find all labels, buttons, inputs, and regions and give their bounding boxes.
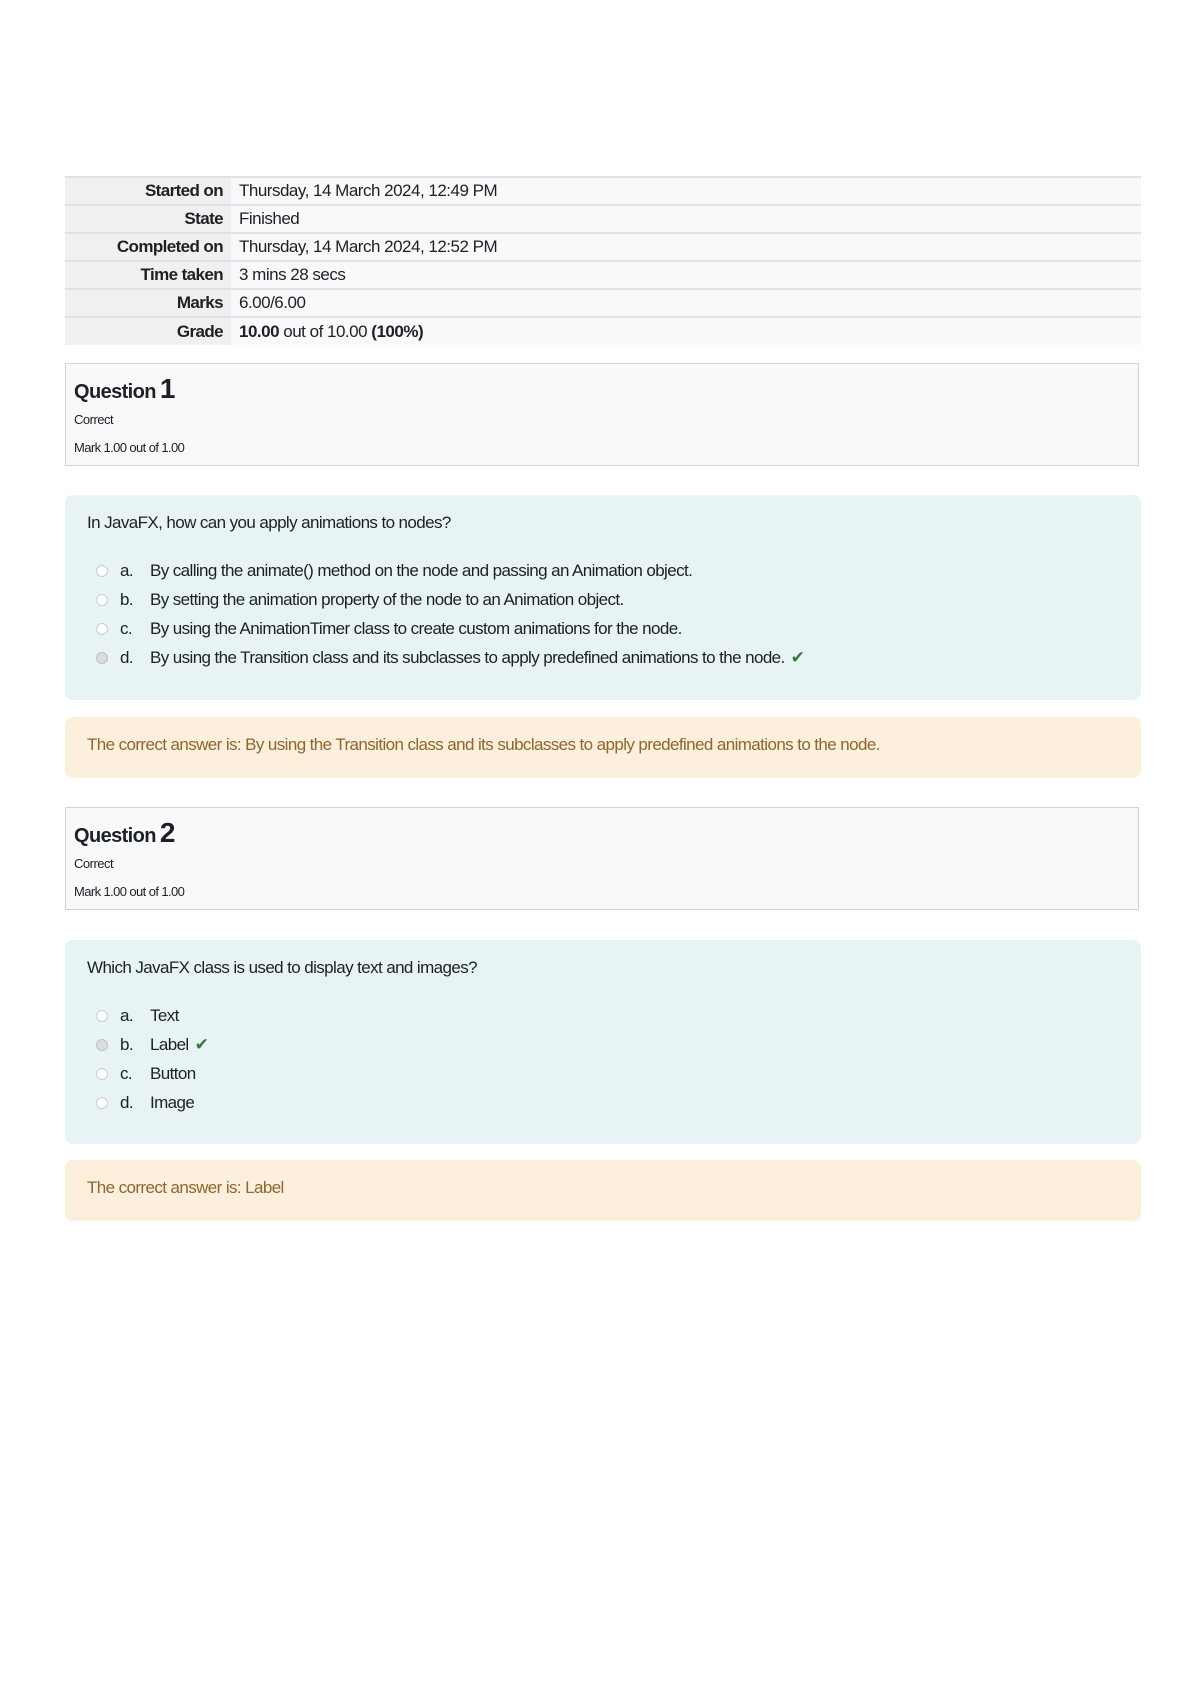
summary-value: Thursday, 14 March 2024, 12:52 PM [231,233,1141,261]
question-2-feedback: The correct answer is: Label [65,1160,1141,1221]
answer-letter: d. [120,1092,133,1112]
question-text: Which JavaFX class is used to display text and images? [87,958,477,977]
question-number [74,373,1130,405]
summary-row-time-taken [65,261,1141,289]
question-state: Correct [74,412,114,427]
summary-row-started [65,177,1141,205]
answer-text: Image [150,1092,195,1112]
radio-button[interactable] [96,1068,108,1080]
grade-out-of: out of 10.00 [279,321,372,341]
answer-text: By calling the animate() method on the node and passing an Animation object. [150,560,693,580]
answer-option-d[interactable] [87,1088,1119,1117]
question-label: Question [74,381,156,403]
attempt-summary-table [65,176,1141,345]
check-icon: ✔ [790,647,805,667]
summary-value: Finished [231,205,1141,233]
answer-option-d[interactable] [87,643,1119,672]
answer-text: Label [150,1034,189,1054]
question-1-formulation [65,495,1141,700]
summary-row-completed [65,233,1141,261]
question-text: In JavaFX, how can you apply animations to nodes? [87,513,451,532]
answer-text: By using the AnimationTimer class to create custom animations for the node. [150,618,682,638]
question-state: Correct [74,856,114,871]
summary-value: 6.00/6.00 [231,289,1141,317]
answer-letter: d. [120,647,133,667]
answer-text: Text [150,1005,179,1025]
radio-button[interactable] [96,1097,108,1109]
summary-value: 3 mins 28 secs [231,261,1141,289]
question-number-value: 1 [159,373,175,404]
question-1-info [65,363,1139,466]
grade-score: 10.00 [239,321,280,341]
grade-percent: (100%) [371,321,424,341]
radio-button-selected[interactable] [96,652,108,664]
radio-button[interactable] [96,565,108,577]
check-icon: ✔ [194,1034,209,1054]
answer-letter: c. [120,1063,133,1083]
answer-letter: b. [120,1034,133,1054]
question-2-formulation [65,940,1141,1144]
radio-button[interactable] [96,623,108,635]
summary-row-grade [65,317,1141,345]
question-number [74,817,1130,849]
summary-label: Marks [65,289,231,317]
radio-button[interactable] [96,594,108,606]
answer-option-c[interactable] [87,614,1119,643]
summary-label: Started on [65,177,231,205]
answer-option-b[interactable] [87,585,1119,614]
answer-option-b[interactable] [87,1030,1119,1059]
answer-option-c[interactable] [87,1059,1119,1088]
summary-value [231,317,1141,345]
question-label: Question [74,825,156,847]
summary-row-state [65,205,1141,233]
answer-letter: b. [120,589,133,609]
answer-letter: a. [120,560,133,580]
answer-option-a[interactable] [87,1001,1119,1030]
radio-button[interactable] [96,1010,108,1022]
summary-label: Time taken [65,261,231,289]
answer-text: Button [150,1063,196,1083]
radio-button-selected[interactable] [96,1039,108,1051]
summary-label: State [65,205,231,233]
answer-option-a[interactable] [87,556,1119,585]
answer-text: By using the Transition class and its subclasses to apply predefined animations to the node. [150,647,785,667]
question-grade: Mark 1.00 out of 1.00 [74,884,185,899]
question-2-info [65,807,1139,910]
question-1-feedback: The correct answer is: By using the Transition class and its subclasses to apply predefined animations to the node. [65,717,1141,778]
summary-label: Grade [65,317,231,345]
answer-letter: a. [120,1005,133,1025]
question-grade: Mark 1.00 out of 1.00 [74,440,185,455]
question-number-value: 2 [159,817,175,848]
answer-text: By setting the animation property of the node to an Animation object. [150,589,624,609]
summary-label: Completed on [65,233,231,261]
summary-value: Thursday, 14 March 2024, 12:49 PM [231,177,1141,205]
answer-letter: c. [120,618,133,638]
summary-row-marks [65,289,1141,317]
